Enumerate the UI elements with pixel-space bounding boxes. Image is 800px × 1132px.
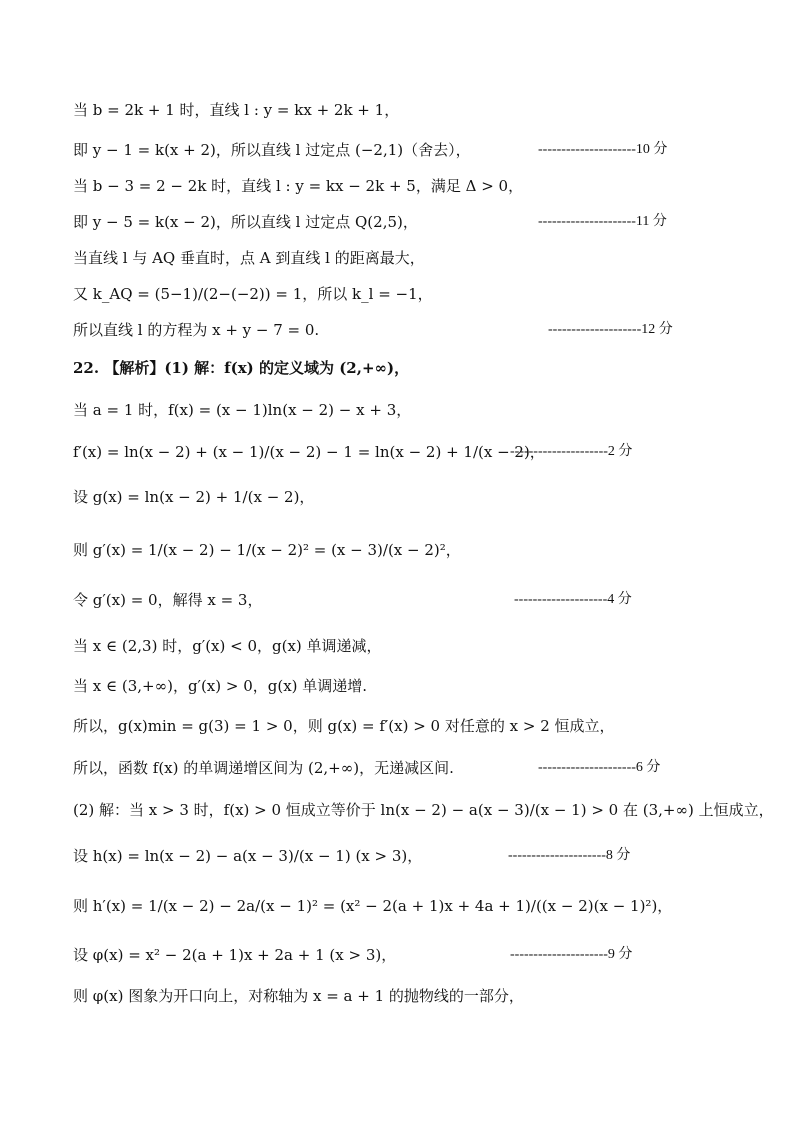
text-line: 设 φ(x) = x² − 2(a + 1)x + 2a + 1 (x > 3)，: [73, 946, 397, 964]
text-line: f′(x) = ln(x − 2) + (x − 1)/(x − 2) − 1 = ln(x − 2) + 1/(x − 2)，: [73, 443, 545, 461]
score-marker: --------------------12 分: [548, 322, 673, 337]
text-line: 所以直线 l 的方程为 x + y − 7 = 0.: [73, 321, 320, 339]
text-line: 当 b − 3 = 2 − 2k 时，直线 l : y = kx − 2k + 5，满足 Δ > 0，: [73, 177, 524, 195]
text-line: 即 y − 1 = k(x + 2)，所以直线 l 过定点 (−2,1)（舍去），: [73, 141, 471, 159]
text-line: 当 a = 1 时，f(x) = (x − 1)ln(x − 2) − x + 3，: [73, 401, 412, 419]
score-marker: ---------------------8 分: [508, 848, 631, 863]
text-line: 当 x ∈ (3,+∞)，g′(x) > 0，g(x) 单调递增.: [73, 677, 368, 695]
text-line: 则 g′(x) = 1/(x − 2) − 1/(x − 2)² = (x − 3)/(x − 2)²，: [73, 541, 461, 559]
text-line: 所以，函数 f(x) 的单调递增区间为 (2,+∞)，无递减区间.: [73, 759, 454, 777]
text-line: 则 φ(x) 图象为开口向上，对称轴为 x = a + 1 的抛物线的一部分，: [73, 987, 524, 1005]
text-line: 当直线 l 与 AQ 垂直时，点 A 到直线 l 的距离最大，: [73, 249, 425, 267]
text-line: 则 h′(x) = 1/(x − 2) − 2a/(x − 1)² = (x² − 2(a + 1)x + 4a + 1)/((x − 2)(x − 1)²)，: [73, 897, 673, 915]
text-line: (2) 解：当 x > 3 时，f(x) > 0 恒成立等价于 ln(x − 2) − a(x − 3)/(x − 1) > 0 在 (3,+∞) 上恒成立，: [73, 801, 774, 819]
text-line: 所以，g(x)min = g(3) = 1 > 0，则 g(x) = f′(x) > 0 对任意的 x > 2 恒成立，: [73, 717, 615, 735]
score-marker: --------------------4 分: [514, 592, 632, 607]
score-marker: ---------------------9 分: [510, 947, 633, 962]
score-marker: ---------------------2 分: [510, 444, 633, 459]
score-marker: ---------------------10 分: [538, 142, 668, 157]
text-line: 又 k_AQ = (5−1)/(2−(−2)) = 1，所以 k_l = −1，: [73, 285, 433, 303]
text-line: 设 g(x) = ln(x − 2) + 1/(x − 2)，: [73, 488, 315, 506]
text-line: 设 h(x) = ln(x − 2) − a(x − 3)/(x − 1) (x > 3)，: [73, 847, 423, 865]
text-line: 当 b = 2k + 1 时，直线 l : y = kx + 2k + 1，: [73, 101, 400, 119]
text-line: 当 x ∈ (2,3) 时，g′(x) < 0，g(x) 单调递减，: [73, 637, 382, 655]
text-line: 令 g′(x) = 0，解得 x = 3，: [73, 591, 263, 609]
section-heading: 22. 【解析】(1) 解：f(x) 的定义域为 (2,+∞)，: [73, 359, 410, 377]
text-line: 即 y − 5 = k(x − 2)，所以直线 l 过定点 Q(2,5)，: [73, 213, 418, 231]
score-marker: ---------------------6 分: [538, 760, 661, 775]
score-marker: ---------------------11 分: [538, 214, 667, 229]
